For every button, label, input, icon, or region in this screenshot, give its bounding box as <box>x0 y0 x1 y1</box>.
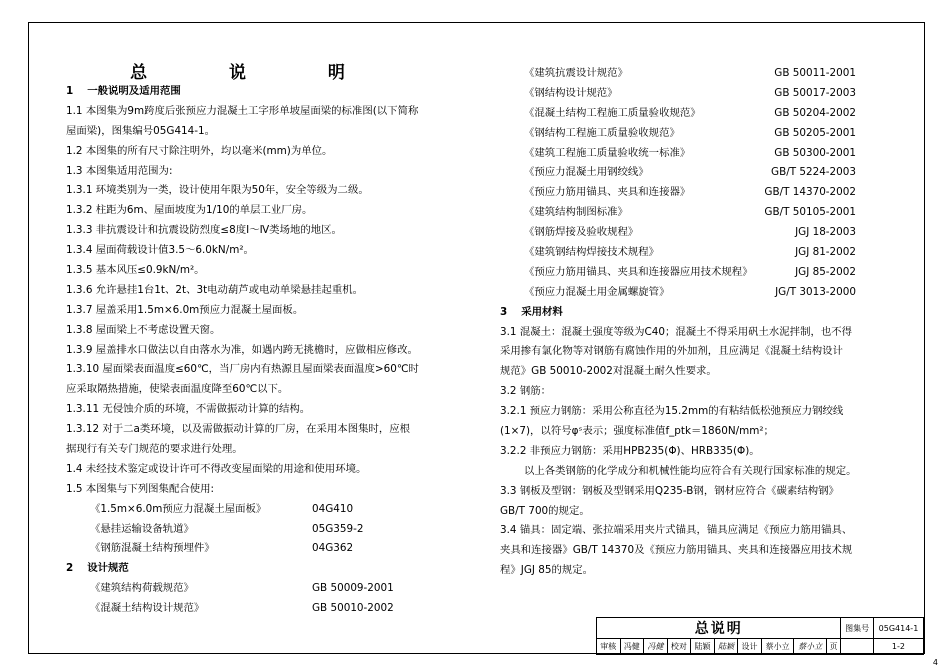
reference-title: 《预应力混凝土用钢绞线》 <box>524 166 649 179</box>
tb-cell: 审核 <box>597 639 621 655</box>
reference-title: 《建筑结构制图标准》 <box>524 206 628 219</box>
reference-code: GB/T 14370-2002 <box>764 186 856 199</box>
tb-cell: 页 <box>826 639 841 655</box>
text-line: 1.3.6 允许悬挂1台1t、2t、3t电动葫芦或电动单梁悬挂起重机。 <box>66 283 363 296</box>
text-line: 3.2.1 预应力钢筋：采用公称直径为15.2mm的有粘结低松弛预应力钢绞线 <box>500 405 844 418</box>
reference-title: 《钢结构设计规范》 <box>524 86 618 99</box>
reference-title: 《建筑结构荷载规范》 <box>90 582 194 595</box>
reference-title: 《建筑工程施工质量验收统一标准》 <box>524 146 691 159</box>
tb-signature: 蔡小立 <box>794 639 827 655</box>
reference-code: 04G410 <box>312 502 354 515</box>
text-line: 3 采用材料 <box>500 305 563 318</box>
text-line: 1.3.10 屋面梁表面温度≤60℃，当厂房内有热源且屋面梁表面温度>60℃时 <box>66 363 419 376</box>
title-block-name: 总说明 <box>597 618 841 639</box>
reference-row <box>66 500 419 520</box>
reference-row <box>500 223 856 243</box>
text-line: 应采取隔热措施，使梁表面温度降至60℃以下。 <box>66 383 289 396</box>
reference-code: GB/T 50105-2001 <box>764 206 856 219</box>
reference-title: 《钢筋混凝土结构预埋件》 <box>90 542 215 555</box>
tb-signature: 冯健 <box>644 639 668 655</box>
text-line: 1.3.9 屋盖排水口做法以自由落水为准，如遇内跨无挑檐时，应做相应修改。 <box>66 343 418 356</box>
reference-code: GB 50010-2002 <box>312 602 394 615</box>
atlas-number: 05G414-1 <box>873 618 923 639</box>
reference-title: 《钢结构工程施工质量验收规范》 <box>524 126 680 139</box>
text-line: 规范》GB 50010-2002对混凝土耐久性要求。 <box>500 365 717 378</box>
reference-code: GB 50205-2001 <box>774 126 856 139</box>
text-line: 2 设计规范 <box>66 562 129 575</box>
left-column <box>66 82 419 619</box>
tb-cell <box>841 639 874 655</box>
tb-cell: 冯健 <box>620 639 644 655</box>
reference-row <box>66 579 419 599</box>
text-line: 3.2 钢筋： <box>500 385 551 398</box>
text-line: 3.4 锚具：固定端、张拉端采用夹片式锚具，锚具应满足《预应力筋用锚具、 <box>500 524 853 537</box>
reference-row <box>500 84 856 104</box>
text-line: 1.3.11 无侵蚀介质的环境，不需做振动计算的结构。 <box>66 403 311 416</box>
page-number-cell: 1-2 <box>873 639 923 655</box>
text-line: 1.3.1 环境类别为一类，设计使用年限为50年，安全等级为二级。 <box>66 184 369 197</box>
text-line: 1.3.8 屋面梁上不考虑设置天窗。 <box>66 323 221 336</box>
reference-row <box>500 64 856 84</box>
text-line: 1.4 未经技术鉴定或设计许可不得改变屋面梁的用途和使用环境。 <box>66 462 367 475</box>
text-line: 3.1 混凝土：混凝土强度等级为C40；混凝土不得采用矾土水泥拌制，也不得 <box>500 325 853 338</box>
text-line: 1.3.2 柱距为6m、屋面坡度为1/10的单层工业厂房。 <box>66 204 313 217</box>
text-line: 据现行有关专门规范的要求进行处理。 <box>66 443 243 456</box>
reference-title: 《建筑钢结构焊接技术规程》 <box>524 246 660 259</box>
reference-code: 05G359-2 <box>312 522 364 535</box>
reference-title: 《建筑抗震设计规范》 <box>524 67 628 79</box>
atlas-label: 图集号 <box>841 618 874 639</box>
text-line: 1.3.5 基本风压≤0.9kN/m²。 <box>66 264 205 277</box>
text-line: 1.3 本图集适用范围为: <box>66 164 173 177</box>
reference-code: JGJ 85-2002 <box>795 265 856 278</box>
reference-code: JG/T 3013-2000 <box>775 285 856 298</box>
reference-code: GB 50011-2001 <box>774 67 856 79</box>
tb-cell: 陆颖 <box>691 639 715 655</box>
reference-code: 04G362 <box>312 542 354 555</box>
text-line: 1.5 本图集与下列图集配合使用: <box>66 482 215 495</box>
text-line: 1.3.3 非抗震设计和抗震设防烈度≤8度Ⅰ～Ⅳ类场地的地区。 <box>66 224 342 237</box>
reference-row <box>500 203 856 223</box>
tb-cell: 校对 <box>667 639 691 655</box>
reference-code: JGJ 18-2003 <box>795 226 856 239</box>
reference-code: GB 50204-2002 <box>774 106 856 119</box>
reference-row <box>500 124 856 144</box>
reference-row <box>66 520 419 540</box>
text-line: 1.3.12 对于二a类环境，以及需做振动计算的厂房，在采用本图集时，应根 <box>66 423 411 436</box>
text-line: 以上各类钢筋的化学成分和机械性能均应符合有关现行国家标准的规定。 <box>524 464 857 477</box>
tb-cell: 设计 <box>738 639 762 655</box>
text-line: 1.3.7 屋盖采用1.5m×6.0m预应力混凝土屋面板。 <box>66 303 304 316</box>
reference-row <box>66 539 419 559</box>
text-line: 1 一般说明及适用范围 <box>66 85 181 97</box>
text-line: (1×7)，以符号φˢ表示；强度标准值f_ptk＝1860N/mm²； <box>500 425 774 438</box>
page-title: 总 说 明 <box>130 63 383 83</box>
reference-title: 《预应力混凝土用金属螺旋管》 <box>524 285 670 298</box>
text-line: 1.3.4 屋面荷载设计值3.5～6.0kN/m²。 <box>66 244 254 257</box>
reference-row <box>66 599 419 619</box>
reference-row <box>500 163 856 183</box>
reference-row <box>500 243 856 263</box>
text-line: 1.2 本图集的所有尺寸除注明外，均以毫米(mm)为单位。 <box>66 144 333 157</box>
reference-title: 《钢筋焊接及验收规程》 <box>524 226 639 239</box>
reference-title: 《1.5m×6.0m预应力混凝土屋面板》 <box>90 502 267 515</box>
tb-cell: 蔡小立 <box>761 639 794 655</box>
reference-row <box>500 183 856 203</box>
reference-title: 《预应力筋用锚具、夹具和连接器应用技术规程》 <box>524 265 753 278</box>
tb-signature: 陆颖 <box>714 639 738 655</box>
reference-row <box>500 104 856 124</box>
text-line: 夹具和连接器》GB/T 14370及《预应力筋用锚具、夹具和连接器应用技术规 <box>500 544 853 557</box>
reference-title: 《悬挂运输设备轨道》 <box>90 522 194 535</box>
title-block <box>596 617 924 655</box>
reference-row <box>500 263 856 283</box>
reference-title: 《混凝土结构设计规范》 <box>90 602 205 615</box>
text-line: 采用掺有氯化物等对钢筋有腐蚀作用的外加剂，且应满足《混凝土结构设计 <box>500 345 843 358</box>
reference-title: 《混凝土结构工程施工质量验收规范》 <box>524 106 701 119</box>
reference-code: GB 50017-2003 <box>774 86 856 99</box>
reference-title: 《预应力筋用锚具、夹具和连接器》 <box>524 186 691 199</box>
reference-code: GB 50009-2001 <box>312 582 394 595</box>
sheet-page-number: 4 <box>932 658 938 667</box>
reference-row <box>500 144 856 164</box>
text-line: 屋面梁)，图集编号05G414-1。 <box>66 124 216 137</box>
reference-row <box>500 283 856 303</box>
text-line: 1.1 本图集为9m跨度后张预应力混凝土工字形单坡屋面梁的标准图(以下简称 <box>66 104 419 117</box>
text-line: 3.3 钢板及型钢：钢板及型钢采用Q235-B钢，钢材应符合《碳素结构钢》 <box>500 484 839 497</box>
text-line: 3.2.2 非预应力钢筋：采用HPB235(Φ)、HRB335(Φ)。 <box>500 444 760 457</box>
reference-code: GB 50300-2001 <box>774 146 856 159</box>
reference-code: GB/T 5224-2003 <box>771 166 856 179</box>
right-column <box>500 64 857 581</box>
text-line: GB/T 700的规定。 <box>500 504 590 517</box>
reference-code: JGJ 81-2002 <box>795 246 856 259</box>
text-line: 程》JGJ 85的规定。 <box>500 564 594 577</box>
